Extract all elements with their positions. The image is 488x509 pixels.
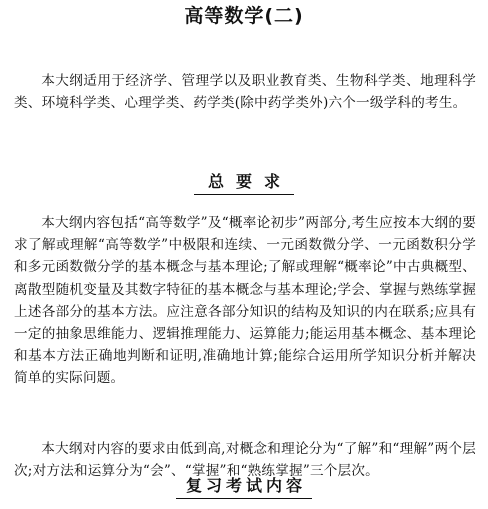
requirements-paragraph-1: 本大纲内容包括“高等数学”及“概率论初步”两部分,考生应按本大纲的要求了解或理解“高等数学”中极限和连续、一元函数微分学、一元函数积分学和多元函数微分学的基本概念与基本理论;了解或理解“概率论”中古典概型、离散型随机变量及其数字特征的基本概念与基本理论;学会、掌握与熟练掌握上述各部分的基本方法。应注意各部分知识的结构及知识的内在联系;应具有一定的抽象思维能力、逻辑推理能力、运算能力;能运用基本概念、基本理论和基本方法正确地判断和证明,准确地计算;能综合运用所学知识分析并解决简单的实际问题。 bbox=[14, 215, 476, 387]
requirements-paragraph-2: 本大纲对内容的要求由低到高,对概念和理论分为“了解”和“理解”两个层次;对方法和运算分为“会”、“掌握”和“熟练掌握”三个层次。 bbox=[14, 441, 476, 480]
section-heading-review-content bbox=[0, 476, 488, 499]
section-heading-general-requirements bbox=[0, 172, 488, 195]
document-title: 高等数学(二) bbox=[184, 5, 304, 27]
intro-paragraph: 本大纲适用于经济学、管理学以及职业教育类、生物科学类、地理科学类、环境科学类、心理学类、药学类(除中药学类外)六个一级学科的考生。 bbox=[14, 73, 476, 112]
section-heading-text: 复习考试内容 bbox=[176, 476, 312, 499]
section-heading-text: 总要求 bbox=[194, 172, 294, 195]
